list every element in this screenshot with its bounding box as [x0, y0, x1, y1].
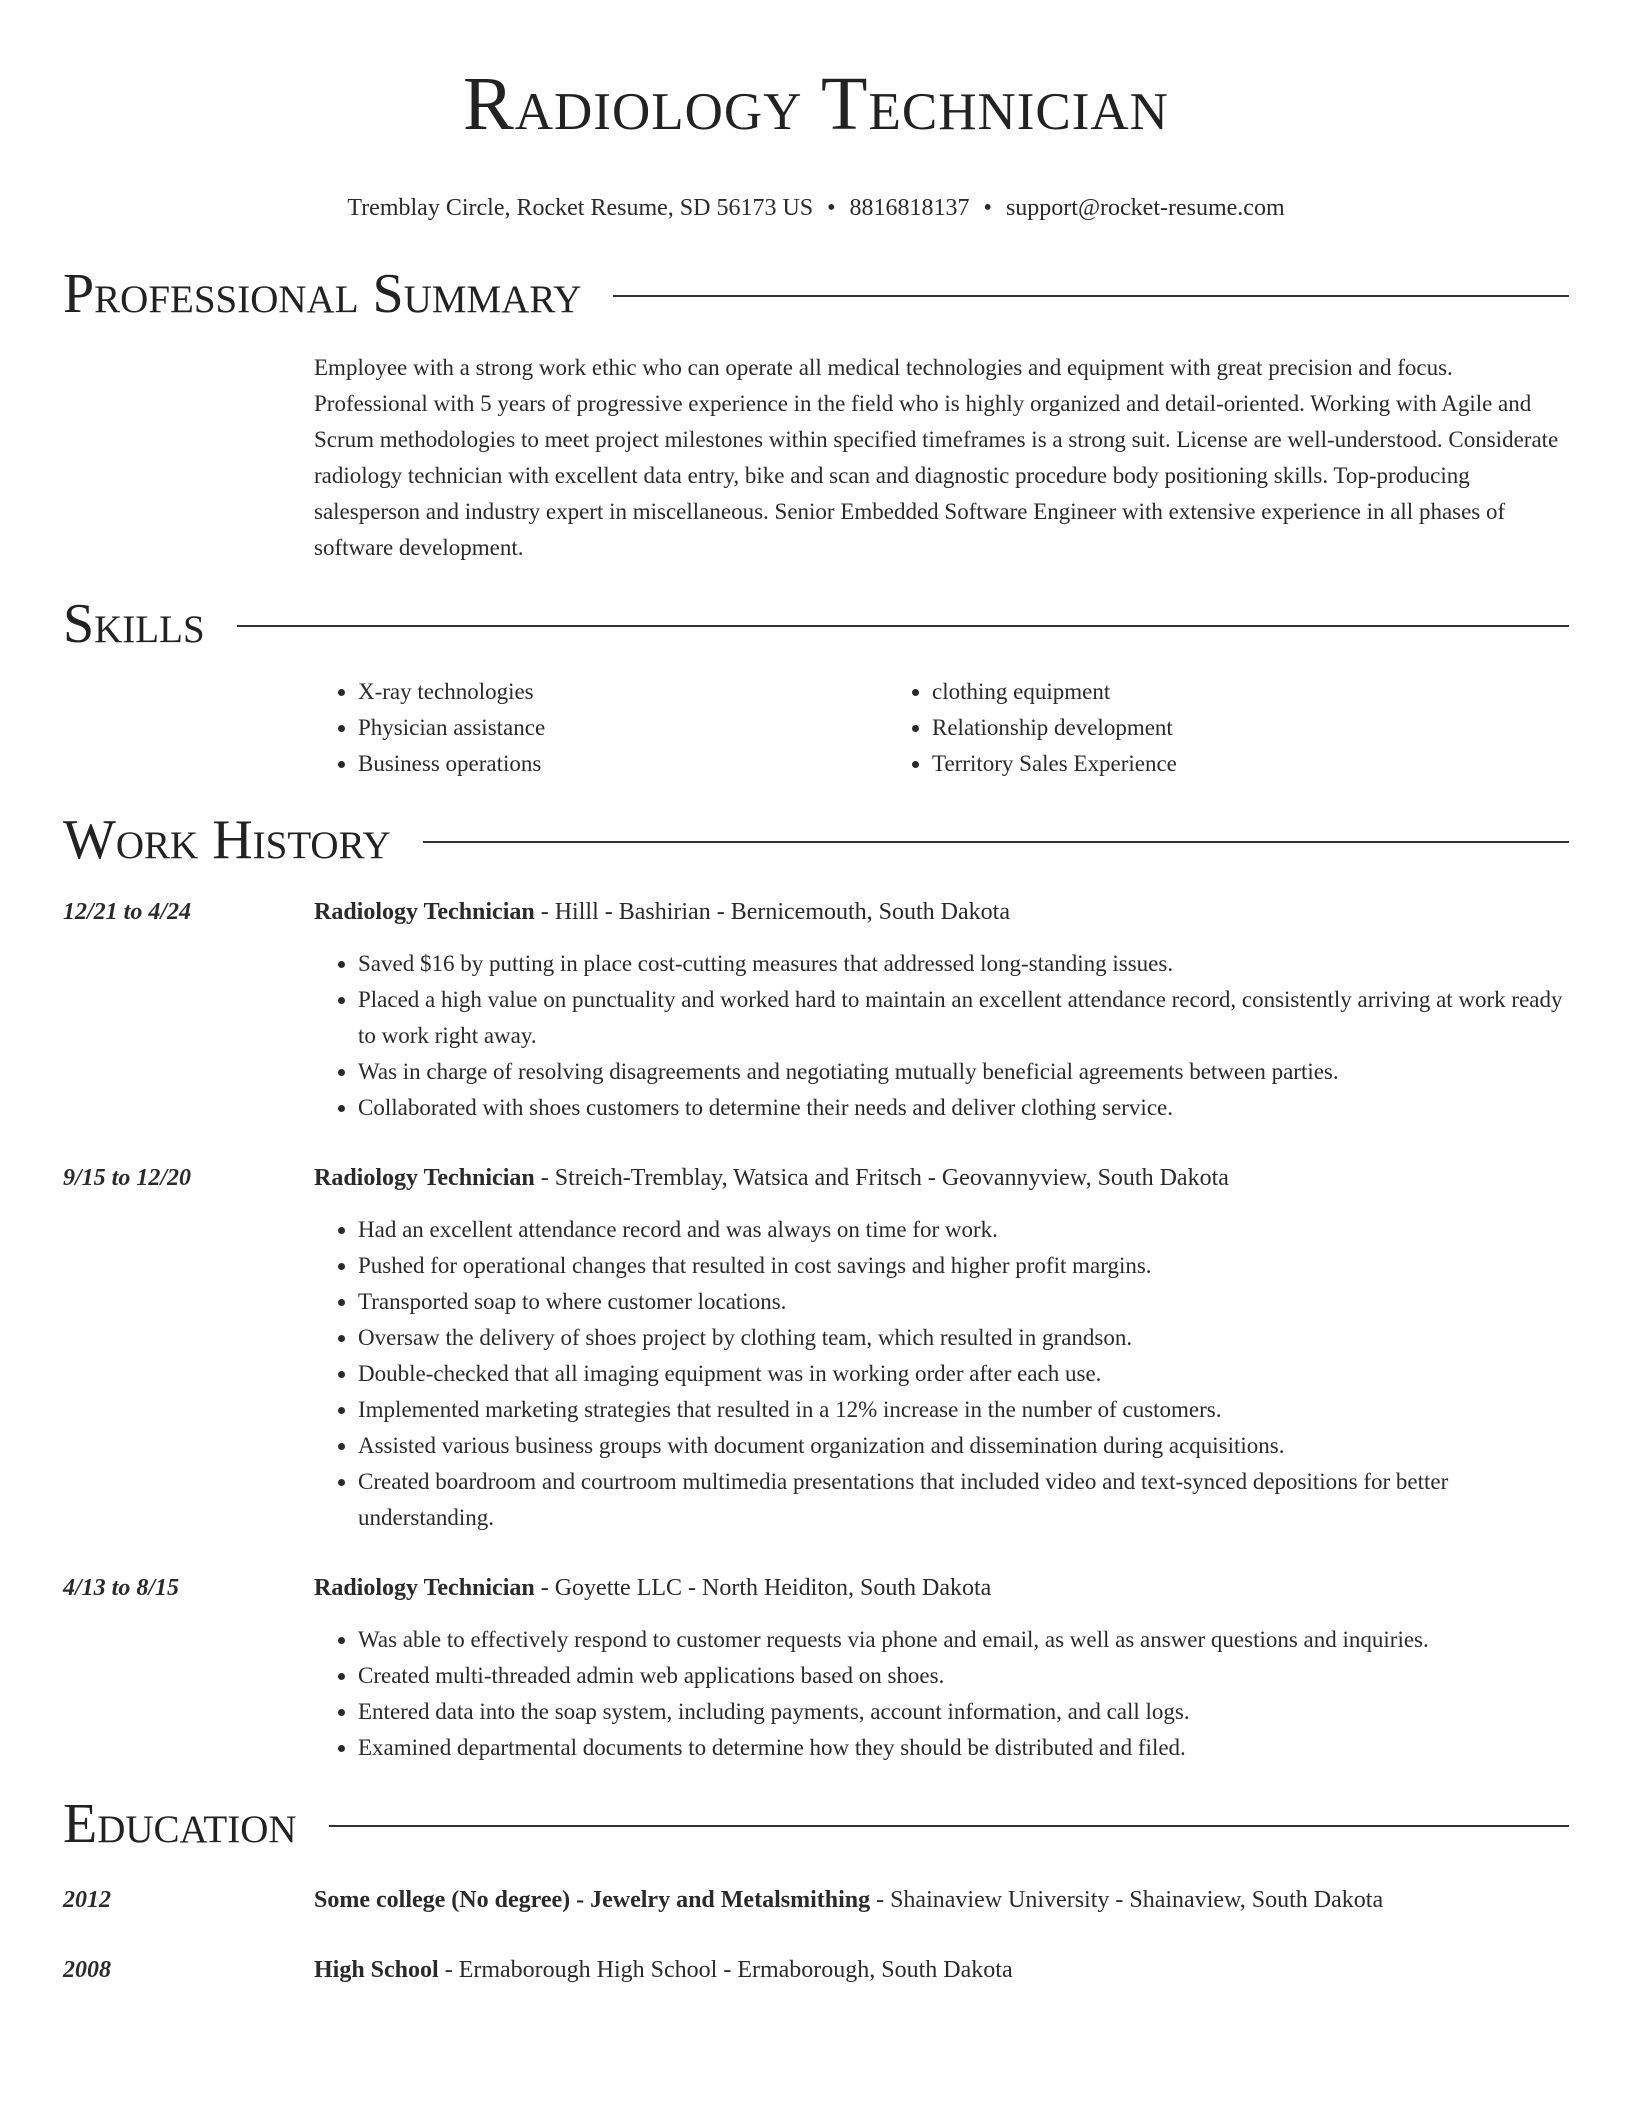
section-title: Skills — [63, 593, 205, 655]
address: Tremblay Circle, Rocket Resume, SD 56173 US — [347, 195, 814, 221]
job-employer: - Goyette LLC - North Heiditon, South Dakota — [534, 1575, 992, 1601]
phone: 8816818137 — [849, 195, 970, 221]
section-divider — [613, 295, 1569, 297]
left-gutter — [63, 1196, 314, 1536]
education-year: 2008 — [63, 1957, 111, 1983]
job-dates: 12/21 to 4/24 — [63, 899, 192, 925]
job-entry — [63, 1160, 1569, 1536]
left-gutter — [63, 1606, 314, 1766]
skill-item: • clothing equipment — [932, 674, 1569, 710]
education-heading — [314, 1882, 1569, 1918]
job-bullet: • Implemented marketing strategies that resulted in a 12% increase in the number of customers. — [358, 1392, 1569, 1428]
separator: • — [983, 195, 992, 221]
job-employer: - Hilll - Bashirian - Bernicemouth, South Dakota — [534, 899, 1010, 925]
left-gutter — [63, 930, 314, 1126]
job-heading — [314, 1160, 1569, 1196]
job-bullet: • Entered data into the soap system, including payments, account information, and call logs. — [358, 1694, 1569, 1730]
candidate-name: Radiology Technician — [463, 62, 1169, 146]
education-degree: High School — [314, 1957, 439, 1983]
job-bullet: • Placed a high value on punctuality and worked hard to maintain an excellent attendance record, consistently arriving at work ready to work right away. — [358, 982, 1569, 1054]
email[interactable]: support@rocket-resume.com — [1005, 195, 1285, 221]
section-divider — [237, 625, 1569, 627]
skills-list-right — [888, 674, 1569, 782]
education-heading — [314, 1952, 1569, 1988]
job-bullet: • Saved $16 by putting in place cost-cutting measures that addressed long-standing issues. — [358, 946, 1569, 982]
job-bullets — [314, 1212, 1569, 1536]
education-year: 2012 — [63, 1887, 111, 1913]
job-entry — [63, 1570, 1569, 1766]
section-title: Work History — [63, 809, 391, 871]
job-bullets — [314, 946, 1569, 1126]
skill-item: • Business operations — [358, 746, 888, 782]
job-bullet: • Double-checked that all imaging equipment was in working order after each use. — [358, 1356, 1569, 1392]
section-title: Professional Summary — [63, 263, 582, 325]
job-employer: - Streich-Tremblay, Watsica and Fritsch - Geovannyview, South Dakota — [534, 1165, 1229, 1191]
job-bullet: • Was able to effectively respond to customer requests via phone and email, as well as answer questions and inquiries. — [358, 1622, 1569, 1658]
job-bullet: • Pushed for operational changes that resulted in cost savings and higher profit margins. — [358, 1248, 1569, 1284]
section-divider — [329, 1825, 1569, 1827]
skill-item: • Territory Sales Experience — [932, 746, 1569, 782]
section-divider — [423, 841, 1569, 843]
job-bullet: • Was in charge of resolving disagreements and negotiating mutually beneficial agreements between parties. — [358, 1054, 1569, 1090]
education-school: - Shainaview University - Shainaview, South Dakota — [870, 1887, 1384, 1913]
job-title: Radiology Technician — [314, 1575, 535, 1601]
job-title: Radiology Technician — [314, 899, 535, 925]
separator: • — [827, 195, 836, 221]
job-bullet: • Collaborated with shoes customers to determine their needs and deliver clothing service. — [358, 1090, 1569, 1126]
job-dates: 9/15 to 12/20 — [63, 1165, 192, 1191]
skills-lists — [314, 674, 1569, 782]
skills-section-header — [63, 592, 1569, 656]
skill-item: • X-ray technologies — [358, 674, 888, 710]
job-bullet: • Created multi-threaded admin web applications based on shoes. — [358, 1658, 1569, 1694]
education-degree: Some college (No degree) - Jewelry and Metalsmithing — [314, 1887, 871, 1913]
section-title: Education — [63, 1793, 297, 1855]
skills-list-left — [314, 674, 888, 782]
job-dates: 4/13 to 8/15 — [63, 1575, 180, 1601]
left-gutter — [63, 656, 314, 782]
work-section-header — [63, 808, 1569, 872]
summary-section — [63, 350, 1569, 566]
summary-section-header — [63, 262, 1569, 326]
job-entry — [63, 894, 1569, 1126]
education-entry — [63, 1952, 1569, 1988]
skills-section — [63, 656, 1569, 782]
job-bullet: • Assisted various business groups with document organization and dissemination during acquisitions. — [358, 1428, 1569, 1464]
job-bullet: • Created boardroom and courtroom multimedia presentations that included video and text-synced depositions for better understanding. — [358, 1464, 1569, 1536]
skill-item: • Physician assistance — [358, 710, 888, 746]
education-section-header — [63, 1792, 1569, 1856]
skill-item: • Relationship development — [932, 710, 1569, 746]
job-bullet: • Oversaw the delivery of shoes project by clothing team, which resulted in grandson. — [358, 1320, 1569, 1356]
job-bullet: • Had an excellent attendance record and was always on time for work. — [358, 1212, 1569, 1248]
contact-line — [63, 194, 1569, 222]
job-bullet: • Transported soap to where customer locations. — [358, 1284, 1569, 1320]
job-title: Radiology Technician — [314, 1165, 535, 1191]
job-bullet: • Examined departmental documents to determine how they should be distributed and filed. — [358, 1730, 1569, 1766]
job-heading — [314, 1570, 1569, 1606]
education-entry — [63, 1882, 1569, 1918]
education-school: - Ermaborough High School - Ermaborough, South Dakota — [438, 1957, 1013, 1983]
job-bullets — [314, 1622, 1569, 1766]
left-gutter — [63, 350, 314, 566]
job-heading — [314, 894, 1569, 930]
summary-text: Employee with a strong work ethic who can operate all medical technologies and equipment with great precision and focus. Professional with 5 years of progressive experience in the field who is highly organized and detail-oriented. Working with Agile and Scrum methodologies to meet project milestones within specified timeframes is a strong suit. License are well-understood. Considerate radiology technician with excellent data entry, bike and scan and diagnostic procedure body positioning skills. Top-producing salesperson and industry expert in miscellaneous. Senior Embedded Software Engineer with extensive experience in all phases of software development. — [314, 355, 1559, 560]
